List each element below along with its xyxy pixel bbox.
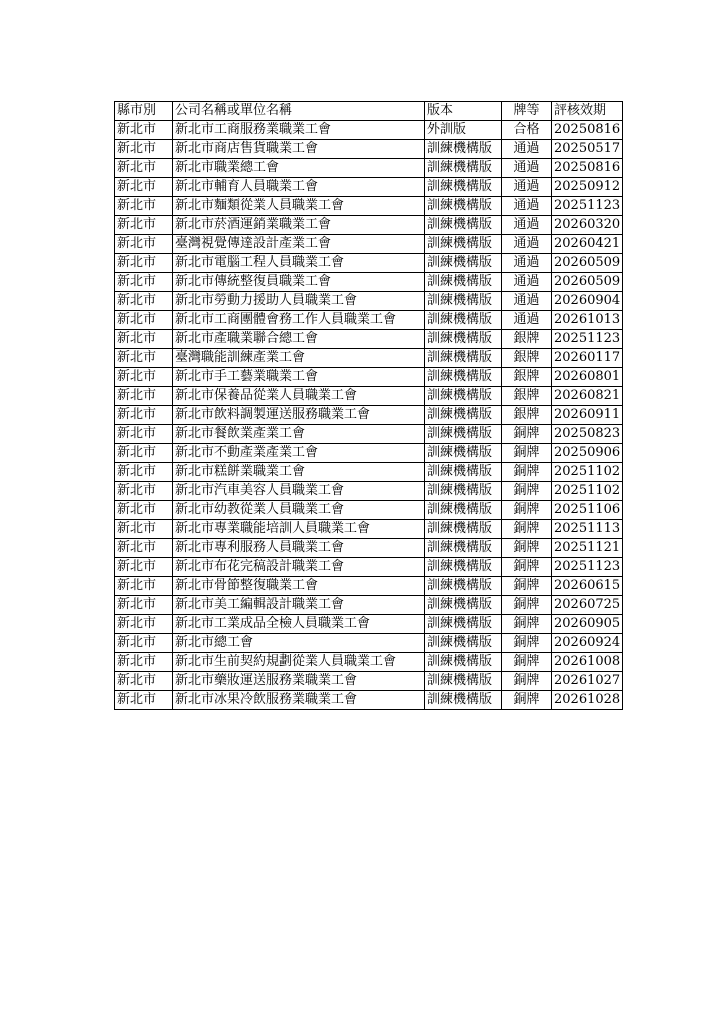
table-row <box>115 235 623 254</box>
county-cell: 新北市 <box>115 634 173 653</box>
grade-cell: 通過 <box>502 216 552 235</box>
version-cell: 訓練機構版 <box>425 577 502 596</box>
version-cell: 訓練機構版 <box>425 311 502 330</box>
grade-cell: 通過 <box>502 254 552 273</box>
valid-until-cell: 20261013 <box>552 311 623 330</box>
table-row <box>115 121 623 140</box>
valid-until-cell: 20261028 <box>552 691 623 710</box>
table-row <box>115 159 623 178</box>
valid-until-cell: 20260509 <box>552 273 623 292</box>
organization-name-cell: 新北市菸酒運銷業職業工會 <box>173 216 425 235</box>
table-row <box>115 615 623 634</box>
table-row <box>115 482 623 501</box>
table-row <box>115 292 623 311</box>
version-cell: 訓練機構版 <box>425 273 502 292</box>
organization-name-cell: 新北市麵類從業人員職業工會 <box>173 197 425 216</box>
table-row <box>115 216 623 235</box>
grade-cell: 銅牌 <box>502 596 552 615</box>
organization-name-cell: 新北市手工藝業職業工會 <box>173 368 425 387</box>
table-row <box>115 330 623 349</box>
table-row <box>115 577 623 596</box>
valid-until-cell: 20260904 <box>552 292 623 311</box>
version-cell: 訓練機構版 <box>425 558 502 577</box>
table-row <box>115 178 623 197</box>
county-cell: 新北市 <box>115 273 173 292</box>
county-cell: 新北市 <box>115 159 173 178</box>
organization-name-cell: 新北市生前契約規劃從業人員職業工會 <box>173 653 425 672</box>
table-row <box>115 425 623 444</box>
valid-until-cell: 20251123 <box>552 330 623 349</box>
version-cell: 訓練機構版 <box>425 235 502 254</box>
table-row <box>115 539 623 558</box>
county-cell: 新北市 <box>115 387 173 406</box>
grade-cell: 通過 <box>502 178 552 197</box>
county-cell: 新北市 <box>115 501 173 520</box>
grade-cell: 銀牌 <box>502 330 552 349</box>
grade-cell: 銀牌 <box>502 349 552 368</box>
grade-cell: 銅牌 <box>502 501 552 520</box>
valid-until-cell: 20250906 <box>552 444 623 463</box>
table-row <box>115 406 623 425</box>
grade-cell: 通過 <box>502 140 552 159</box>
version-cell: 訓練機構版 <box>425 197 502 216</box>
valid-until-cell: 20260509 <box>552 254 623 273</box>
version-cell: 訓練機構版 <box>425 539 502 558</box>
grade-cell: 通過 <box>502 235 552 254</box>
table-row <box>115 254 623 273</box>
table-row <box>115 691 623 710</box>
organization-name-cell: 新北市餐飲業產業工會 <box>173 425 425 444</box>
table-row <box>115 672 623 691</box>
organization-name-cell: 新北市幼教從業人員職業工會 <box>173 501 425 520</box>
table-row <box>115 463 623 482</box>
county-cell: 新北市 <box>115 349 173 368</box>
grade-cell: 銀牌 <box>502 406 552 425</box>
grade-cell: 通過 <box>502 159 552 178</box>
valid-until-cell: 20260117 <box>552 349 623 368</box>
version-cell: 訓練機構版 <box>425 349 502 368</box>
grade-cell: 銀牌 <box>502 387 552 406</box>
county-cell: 新北市 <box>115 672 173 691</box>
version-cell: 訓練機構版 <box>425 444 502 463</box>
county-cell: 新北市 <box>115 368 173 387</box>
grade-cell: 銅牌 <box>502 558 552 577</box>
county-cell: 新北市 <box>115 577 173 596</box>
version-cell: 訓練機構版 <box>425 634 502 653</box>
table-row <box>115 311 623 330</box>
organization-name-cell: 新北市布花完稿設計職業工會 <box>173 558 425 577</box>
organization-name-cell: 新北市不動產業產業工會 <box>173 444 425 463</box>
version-cell: 訓練機構版 <box>425 672 502 691</box>
organization-name-cell: 新北市商店售貨職業工會 <box>173 140 425 159</box>
valid-until-cell: 20260320 <box>552 216 623 235</box>
table-row <box>115 368 623 387</box>
organization-name-cell: 新北市保養品從業人員職業工會 <box>173 387 425 406</box>
grade-cell: 銅牌 <box>502 463 552 482</box>
valid-until-cell: 20251102 <box>552 463 623 482</box>
county-cell: 新北市 <box>115 178 173 197</box>
version-cell: 訓練機構版 <box>425 140 502 159</box>
grade-cell: 銅牌 <box>502 425 552 444</box>
version-cell: 訓練機構版 <box>425 520 502 539</box>
header-grade: 牌等 <box>502 102 552 121</box>
organization-name-cell: 新北市美工編輯設計職業工會 <box>173 596 425 615</box>
table-row <box>115 444 623 463</box>
table-row <box>115 197 623 216</box>
valid-until-cell: 20250816 <box>552 159 623 178</box>
table-row <box>115 558 623 577</box>
grade-cell: 通過 <box>502 292 552 311</box>
valid-until-cell: 20260821 <box>552 387 623 406</box>
grade-cell: 銅牌 <box>502 691 552 710</box>
organization-name-cell: 新北市藥妝運送服務業職業工會 <box>173 672 425 691</box>
grade-cell: 通過 <box>502 311 552 330</box>
organization-name-cell: 新北市汽車美容人員職業工會 <box>173 482 425 501</box>
organization-name-cell: 新北市總工會 <box>173 634 425 653</box>
organization-name-cell: 新北市工商團體會務工作人員職業工會 <box>173 311 425 330</box>
valid-until-cell: 20251123 <box>552 197 623 216</box>
grade-cell: 銅牌 <box>502 615 552 634</box>
county-cell: 新北市 <box>115 444 173 463</box>
valid-until-cell: 20260905 <box>552 615 623 634</box>
version-cell: 訓練機構版 <box>425 425 502 444</box>
version-cell: 訓練機構版 <box>425 406 502 425</box>
county-cell: 新北市 <box>115 653 173 672</box>
version-cell: 訓練機構版 <box>425 463 502 482</box>
table-row <box>115 387 623 406</box>
valid-until-cell: 20250517 <box>552 140 623 159</box>
version-cell: 訓練機構版 <box>425 159 502 178</box>
valid-until-cell: 20251106 <box>552 501 623 520</box>
version-cell: 訓練機構版 <box>425 501 502 520</box>
grade-cell: 銅牌 <box>502 653 552 672</box>
header-valid-until: 評核效期 <box>552 102 623 121</box>
table-row <box>115 520 623 539</box>
version-cell: 訓練機構版 <box>425 368 502 387</box>
version-cell: 訓練機構版 <box>425 178 502 197</box>
table-row <box>115 501 623 520</box>
version-cell: 訓練機構版 <box>425 330 502 349</box>
version-cell: 訓練機構版 <box>425 387 502 406</box>
county-cell: 新北市 <box>115 615 173 634</box>
organization-name-cell: 新北市冰果冷飲服務業職業工會 <box>173 691 425 710</box>
valid-until-cell: 20260421 <box>552 235 623 254</box>
organization-name-cell: 新北市工商服務業職業工會 <box>173 121 425 140</box>
organization-name-cell: 新北市職業總工會 <box>173 159 425 178</box>
organization-name-cell: 新北市勞動力援助人員職業工會 <box>173 292 425 311</box>
table-header-row <box>115 102 623 121</box>
county-cell: 新北市 <box>115 311 173 330</box>
county-cell: 新北市 <box>115 254 173 273</box>
version-cell: 外訓版 <box>425 121 502 140</box>
version-cell: 訓練機構版 <box>425 482 502 501</box>
version-cell: 訓練機構版 <box>425 691 502 710</box>
county-cell: 新北市 <box>115 463 173 482</box>
grade-cell: 銅牌 <box>502 634 552 653</box>
county-cell: 新北市 <box>115 216 173 235</box>
organization-name-cell: 新北市骨節整復職業工會 <box>173 577 425 596</box>
organization-name-cell: 新北市工業成品全檢人員職業工會 <box>173 615 425 634</box>
organization-name-cell: 臺灣職能訓練產業工會 <box>173 349 425 368</box>
valid-until-cell: 20260911 <box>552 406 623 425</box>
valid-until-cell: 20260924 <box>552 634 623 653</box>
county-cell: 新北市 <box>115 539 173 558</box>
organization-name-cell: 新北市傳統整復員職業工會 <box>173 273 425 292</box>
grade-cell: 銅牌 <box>502 577 552 596</box>
valid-until-cell: 20260725 <box>552 596 623 615</box>
grade-cell: 銅牌 <box>502 672 552 691</box>
organization-name-cell: 新北市飲料調製運送服務職業工會 <box>173 406 425 425</box>
header-county: 縣市別 <box>115 102 173 121</box>
certification-table <box>114 101 623 710</box>
county-cell: 新北市 <box>115 235 173 254</box>
grade-cell: 銀牌 <box>502 368 552 387</box>
valid-until-cell: 20251102 <box>552 482 623 501</box>
organization-name-cell: 新北市電腦工程人員職業工會 <box>173 254 425 273</box>
version-cell: 訓練機構版 <box>425 615 502 634</box>
organization-name-cell: 新北市糕餅業職業工會 <box>173 463 425 482</box>
valid-until-cell: 20251113 <box>552 520 623 539</box>
grade-cell: 通過 <box>502 197 552 216</box>
header-organization-name: 公司名稱或單位名稱 <box>173 102 425 121</box>
version-cell: 訓練機構版 <box>425 596 502 615</box>
county-cell: 新北市 <box>115 596 173 615</box>
organization-name-cell: 新北市產職業聯合總工會 <box>173 330 425 349</box>
version-cell: 訓練機構版 <box>425 292 502 311</box>
table-row <box>115 634 623 653</box>
county-cell: 新北市 <box>115 691 173 710</box>
county-cell: 新北市 <box>115 558 173 577</box>
valid-until-cell: 20261027 <box>552 672 623 691</box>
county-cell: 新北市 <box>115 292 173 311</box>
valid-until-cell: 20251121 <box>552 539 623 558</box>
valid-until-cell: 20261008 <box>552 653 623 672</box>
county-cell: 新北市 <box>115 425 173 444</box>
organization-name-cell: 臺灣視覺傳達設計產業工會 <box>173 235 425 254</box>
county-cell: 新北市 <box>115 197 173 216</box>
organization-name-cell: 新北市專業職能培訓人員職業工會 <box>173 520 425 539</box>
table-row <box>115 349 623 368</box>
county-cell: 新北市 <box>115 482 173 501</box>
table-row <box>115 596 623 615</box>
valid-until-cell: 20250823 <box>552 425 623 444</box>
valid-until-cell: 20250912 <box>552 178 623 197</box>
organization-name-cell: 新北市專利服務人員職業工會 <box>173 539 425 558</box>
grade-cell: 銅牌 <box>502 444 552 463</box>
valid-until-cell: 20251123 <box>552 558 623 577</box>
version-cell: 訓練機構版 <box>425 653 502 672</box>
organization-name-cell: 新北市輔育人員職業工會 <box>173 178 425 197</box>
valid-until-cell: 20250816 <box>552 121 623 140</box>
table-row <box>115 140 623 159</box>
valid-until-cell: 20260615 <box>552 577 623 596</box>
grade-cell: 銅牌 <box>502 482 552 501</box>
table-body <box>115 121 623 710</box>
version-cell: 訓練機構版 <box>425 216 502 235</box>
grade-cell: 銅牌 <box>502 539 552 558</box>
grade-cell: 通過 <box>502 273 552 292</box>
header-version: 版本 <box>425 102 502 121</box>
county-cell: 新北市 <box>115 330 173 349</box>
county-cell: 新北市 <box>115 140 173 159</box>
county-cell: 新北市 <box>115 520 173 539</box>
county-cell: 新北市 <box>115 121 173 140</box>
table-row <box>115 653 623 672</box>
grade-cell: 銅牌 <box>502 520 552 539</box>
valid-until-cell: 20260801 <box>552 368 623 387</box>
table-row <box>115 273 623 292</box>
grade-cell: 合格 <box>502 121 552 140</box>
version-cell: 訓練機構版 <box>425 254 502 273</box>
county-cell: 新北市 <box>115 406 173 425</box>
